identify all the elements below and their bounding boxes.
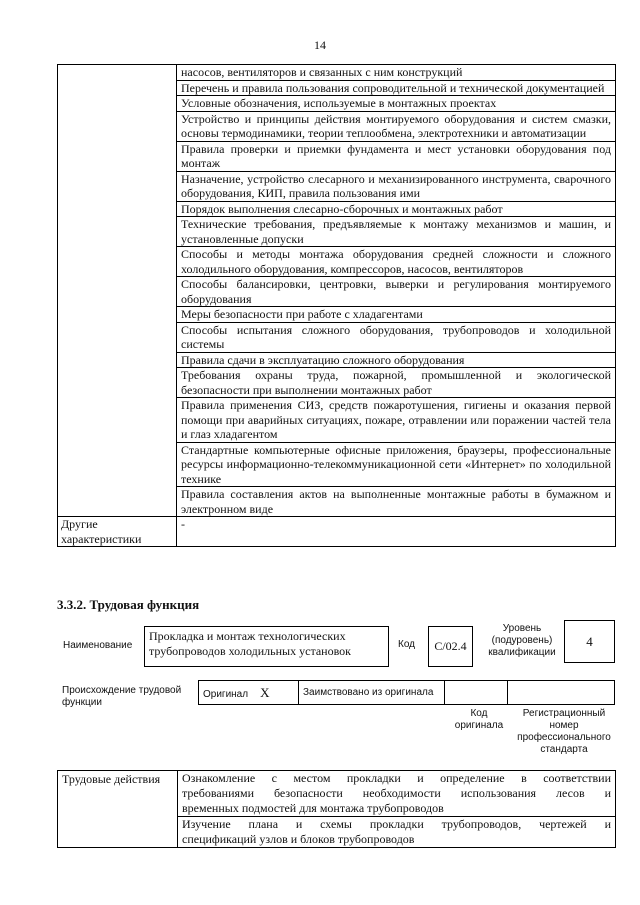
text-line: Изучение плана и схемы прокладки трубопроводов, чертежей и (182, 817, 611, 831)
page-number: 14 (314, 38, 326, 52)
original-code-cell (445, 681, 508, 705)
original-mark: X (260, 684, 270, 700)
original-code-caption: Код оригинала (454, 708, 504, 731)
knowledge-item: Условные обозначения, используемые в монтажных проектах (177, 96, 616, 112)
knowledge-item: Способы испытания сложного оборудования, трубопроводов и холодильной системы (177, 322, 616, 352)
label-cell-empty (58, 65, 177, 517)
code-label: Код (398, 639, 416, 650)
labor-actions-table (57, 770, 616, 848)
other-characteristics-value: - (177, 517, 616, 547)
knowledge-item: Технические требования, предъявляемые к монтажу механизмов и машин, и установленные допуски (177, 217, 616, 247)
labor-actions-label: Трудовые действия (58, 771, 178, 848)
qualification-level-label: Уровень (подуровень) квалификации (488, 623, 556, 658)
table-row (58, 65, 616, 81)
labor-action-item (178, 771, 616, 817)
knowledge-item: Назначение, устройство слесарного и механизированного инструмента, сварочного оборудования, КИП, правила пользования ими (177, 171, 616, 201)
function-code-field: C/02.4 (428, 626, 473, 667)
knowledge-item: Перечень и правила пользования сопроводительной и технической документацией (177, 80, 616, 96)
knowledge-item: Меры безопасности при работе с хладагентами (177, 307, 616, 323)
table-row (199, 681, 615, 705)
knowledge-item: Правила применения СИЗ, средств пожаротушения, гигиены и оказания первой помощи при аварийных ситуациях, пожаре, отравлении или поражении частей тела и глаз хладагентом (177, 398, 616, 443)
knowledge-item: Способы и методы монтажа оборудования средней сложности и сложного холодильного оборудования, компрессоров, насосов, вентиляторов (177, 247, 616, 277)
origin-table (198, 680, 615, 705)
text-line: Ознакомление с местом прокладки и определение в соответствии (182, 771, 611, 785)
original-label: Оригинал (203, 688, 249, 700)
knowledge-item: Порядок выполнения слесарно-сборочных и монтажных работ (177, 201, 616, 217)
knowledge-item: Стандартные компьютерные офисные приложения, браузеры, профессиональные ресурсы информационно-телекоммуникационной сети «Интернет» по холодильной технике (177, 442, 616, 487)
function-name-field: Прокладка и монтаж технологических трубопроводов холодильных установок (144, 626, 389, 667)
origin-label: Происхождение трудовой функции (62, 685, 182, 708)
knowledge-item: Устройство и принципы действия монтируемого оборудования и систем смазки, основы термодинамики, теории теплообмена, электротехники и автоматизации (177, 111, 616, 141)
other-characteristics-label: Другие характеристики (58, 517, 177, 547)
text-line: спецификаций узлов и блоков трубопроводов (182, 832, 415, 846)
name-label: Наименование (63, 640, 133, 651)
knowledge-item: Способы балансировки, центровки, выверки и регулирования монтируемого оборудования (177, 277, 616, 307)
text-line: требованиями безопасности необходимости использования лесов и (182, 786, 611, 800)
table-row (58, 517, 616, 547)
labor-action-item (178, 817, 616, 848)
borrowed-label: Заимствовано из оригинала (299, 681, 445, 705)
qualification-level-field: 4 (564, 620, 615, 663)
registration-number-caption: Регистрационный номер профессионального стандарта (517, 708, 611, 755)
section-title: 3.3.2. Трудовая функция (57, 597, 200, 612)
required-knowledge-table (57, 64, 616, 547)
text-line: временных подмостей для монтажа трубопроводов (182, 801, 444, 815)
registration-number-cell (508, 681, 615, 705)
knowledge-item: Правила сдачи в эксплуатацию сложного оборудования (177, 352, 616, 368)
table-row (58, 771, 616, 817)
knowledge-item: насосов, вентиляторов и связанных с ним конструкций (177, 65, 616, 81)
knowledge-item: Правила проверки и приемки фундамента и мест установки оборудования под монтаж (177, 141, 616, 171)
knowledge-item: Требования охраны труда, пожарной, промышленной и экологической безопасности при выполнении монтажных работ (177, 368, 616, 398)
knowledge-item: Правила составления актов на выполненные монтажные работы в бумажном и электронном виде (177, 487, 616, 517)
original-cell (199, 681, 299, 705)
